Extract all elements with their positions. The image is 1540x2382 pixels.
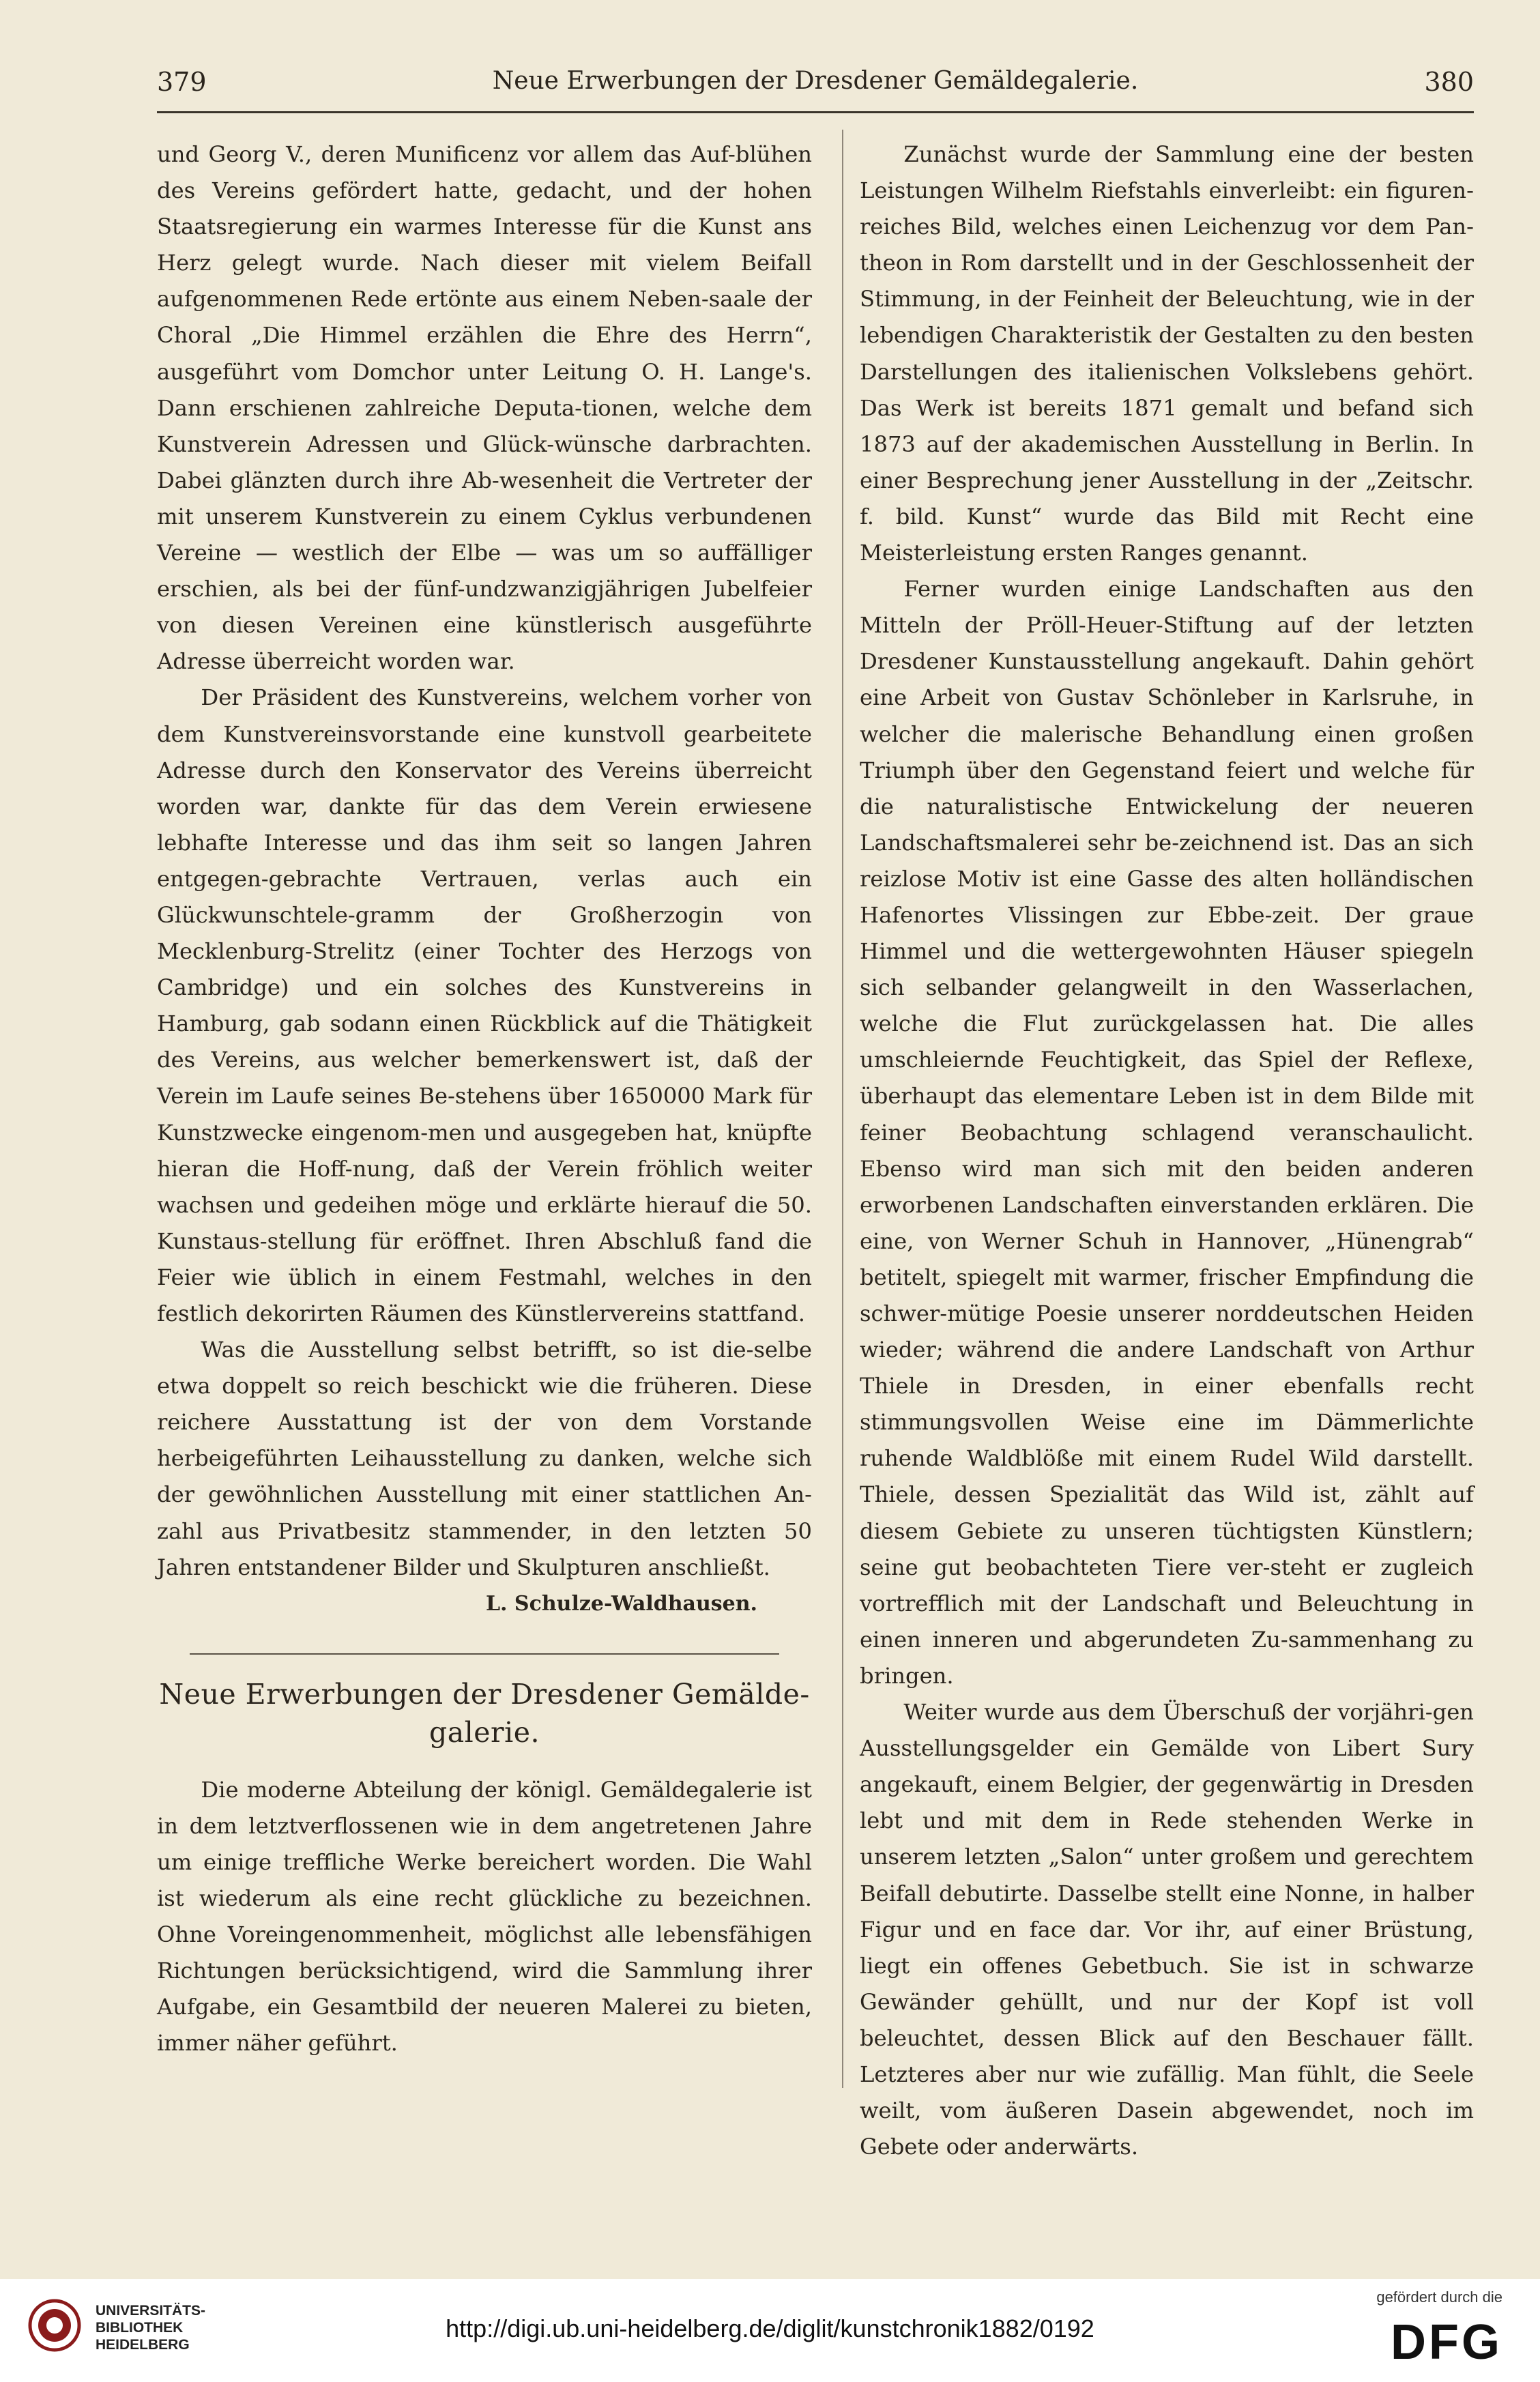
library-name-line: BIBLIOTHEK (96, 2320, 184, 2336)
footer-bar (0, 2279, 1540, 2382)
section-divider (190, 1653, 779, 1655)
dfg-logo-mark: DFG (1391, 2315, 1502, 2370)
source-url-link[interactable]: http://digi.ub.uni-heidelberg.de/diglit/kunstchronik1882/0192 (446, 2314, 1094, 2342)
paragraph: und Georg V., deren Munificenz vor allem das Auf-blühen des Vereins gefördert hatte, gedacht, und der hohen Staatsregierung ein warmes Interesse für die Kunst ans Herz gelegt wurde. Nach dieser mit vielem Beifall aufgenommenen Rede ertönte aus einem Neben-saale der Choral „Die Himmel erzählen die Ehre des Herrn“, ausgeführt vom Domchor unter Leitung O. H. Lange's. Dann erschienen zahlreiche Deputa-tionen, welche dem Kunstverein Adressen und Glück-wünsche darbrachten. Dabei glänzten durch ihre Ab-wesenheit die Vertreter der mit unserem Kunstverein zu einem Cyklus verbundenen Vereine — westlich der Elbe — was um so auffälliger erschien, als bei der fünf-undzwanzigjährigen Jubelfeier von diesen Vereinen eine künstlerisch ausgeführte Adresse überreicht worden war. (157, 141, 812, 675)
author-signature: L. Schulze-Waldhausen. (485, 1591, 757, 1616)
page-number-left: 379 (157, 67, 207, 97)
library-name-line: UNIVERSITÄTS- (96, 2303, 206, 2319)
section-heading-line: galerie. (428, 1715, 540, 1749)
running-head (157, 67, 1474, 108)
running-title: Neue Erwerbungen der Dresdener Gemäldegalerie. (492, 67, 1139, 95)
library-name-line: HEIDELBERG (96, 2337, 190, 2353)
header-rule (157, 111, 1474, 113)
page-number-right: 380 (1424, 67, 1474, 97)
funder-logo[interactable] (1346, 2289, 1502, 2374)
column-divider (842, 130, 843, 2088)
paragraph: Der Präsident des Kunstvereins, welchem vorher von dem Kunstvereinsvorstande eine kunstvoll gearbeitete Adresse durch den Konservator des Vereins überreicht worden war, dankte für das dem Verein erwiesene lebhafte Interesse und das ihm seit so langen Jahren entgegen-gebrachte Vertrauen, verlas auch ein Glückwunschtele-gramm der Großherzogin von Mecklenburg-Strelitz (einer Tochter des Herzogs von Cambridge) und ein solches des Kunstvereins in Hamburg, gab sodann einen Rückblick auf die Thätigkeit des Vereins, aus welcher bemerkenswert ist, daß der Verein im Laufe seines Be-stehens über 1650000 Mark für Kunstzwecke eingenom-men und ausgegeben hat, knüpfte hieran die Hoff-nung, daß der Verein fröhlich weiter wachsen und gedeihen möge und erklärte hierauf die 50. Kunstaus-stellung für eröffnet. Ihren Abschluß fand die Feier wie üblich in einem Festmahl, welches in den festlich dekorirten Räumen des Künstlervereins stattfand. (157, 684, 812, 1326)
paragraph: Zunächst wurde der Sammlung eine der besten Leistungen Wilhelm Riefstahls einverleibt: ein figuren-reiches Bild, welches einen Leichenzug vor dem Pan-theon in Rom darstellt und in der Geschlossenheit der Stimmung, in der Feinheit der Beleuchtung, wie in der lebendigen Charakteristik der Gestalten zu den besten Darstellungen des italienischen Volkslebens gehört. Das Werk ist bereits 1871 gemalt und befand sich 1873 auf der akademischen Ausstellung in Berlin. In einer Besprechung jener Ausstellung in der „Zeitschr. f. bild. Kunst“ wurde das Bild mit Recht eine Meisterleistung ersten Ranges genannt. (860, 141, 1474, 566)
right-column (860, 136, 1474, 2165)
funding-label: gefördert durch die (1376, 2289, 1502, 2306)
paragraph: Die moderne Abteilung der königl. Gemäldegalerie ist in dem letztverflossenen wie in dem angetretenen Jahre um einige treffliche Werke bereichert worden. Die Wahl ist wiederum als eine recht glückliche zu bezeichnen. Ohne Voreingenommenheit, möglichst alle lebensfähigen Richtungen berücksichtigend, wird die Sammlung ihrer Aufgabe, ein Gesamtbild der neueren Malerei zu bieten, immer näher geführt. (157, 1776, 812, 2057)
paragraph: Ferner wurden einige Landschaften aus den Mitteln der Pröll-Heuer-Stiftung auf der letzten Dresdener Kunstausstellung angekauft. Dahin gehört eine Arbeit von Gustav Schönleber in Karlsruhe, in welcher die malerische Behandlung einen großen Triumph über den Gegenstand feiert und welche für die naturalistische Entwickelung der neueren Landschaftsmalerei sehr be-zeichnend ist. Das an sich reizlose Motiv ist eine Gasse des alten holländischen Hafenortes Vlissingen zur Ebbe-zeit. Der graue Himmel und die wettergewohnten Häuser spiegeln sich selbander gelangweilt in den Wasserlachen, welche die Flut zurückgelassen hat. Die alles umschleiernde Feuchtigkeit, das Spiel der Reflexe, überhaupt das elementare Leben ist in dem Bilde mit feiner Beobachtung schlagend veranschaulicht. Ebenso wird man sich mit den beiden anderen erworbenen Landschaften einverstanden erklären. Die eine, von Werner Schuh in Hannover, „Hünengrab“ betitelt, spiegelt mit warmer, frischer Empfindung die schwer-mütige Poesie unserer norddeutschen Heiden wieder; während die andere Landschaft von Arthur Thiele in Dresden, in einer ebenfalls recht stimmungsvollen Weise eine im Dämmerlichte ruhende Waldblöße mit einem Rudel Wild darstellt. Thiele, dessen Spezialität das Wild ist, zählt auf diesem Gebiete zu unseren tüchtigsten Künstlern; seine gut beobachteten Tiere ver-steht er zugleich vortrefflich mit der Landschaft und Beleuchtung in einen inneren und abgerundeten Zu-sammenhang zu bringen. (860, 576, 1474, 1689)
paragraph: Weiter wurde aus dem Überschuß der vorjähri-gen Ausstellungsgelder ein Gemälde von Libert Sury angekauft, einem Belgier, der gegenwärtig in Dresden lebt und mit dem in Rede stehenden Werke in unserem letzten „Salon“ unter großem und gerechtem Beifall debutirte. Dasselbe stellt eine Nonne, in halber Figur und en face dar. Vor ihr, auf einer Brüstung, liegt ein offenes Gebetbuch. Sie ist in schwarze Gewänder gehüllt, und nur der Kopf ist voll beleuchtet, dessen Blick auf den Beschauer fällt. Letzteres aber nur wie zufällig. Man fühlt, die Seele weilt, vom äußeren Dasein abgewendet, noch im Gebete oder anderwärts. (860, 1699, 1474, 2160)
left-column (157, 136, 812, 2062)
section-heading (157, 1675, 812, 1752)
paragraph: Was die Ausstellung selbst betrifft, so ist die-selbe etwa doppelt so reich beschickt wie die früheren. Diese reichere Ausstattung ist der von dem Vorstande herbeigeführten Leihausstellung zu danken, welche sich der gewöhnlichen Ausstellung mit einer stattlichen An-zahl aus Privatbesitz stammender, in den letzten 50 Jahren entstandener Bilder und Skulpturen anschließt. (157, 1337, 812, 1580)
section-heading-line: Neue Erwerbungen der Dresdener Gemälde- (159, 1677, 810, 1711)
